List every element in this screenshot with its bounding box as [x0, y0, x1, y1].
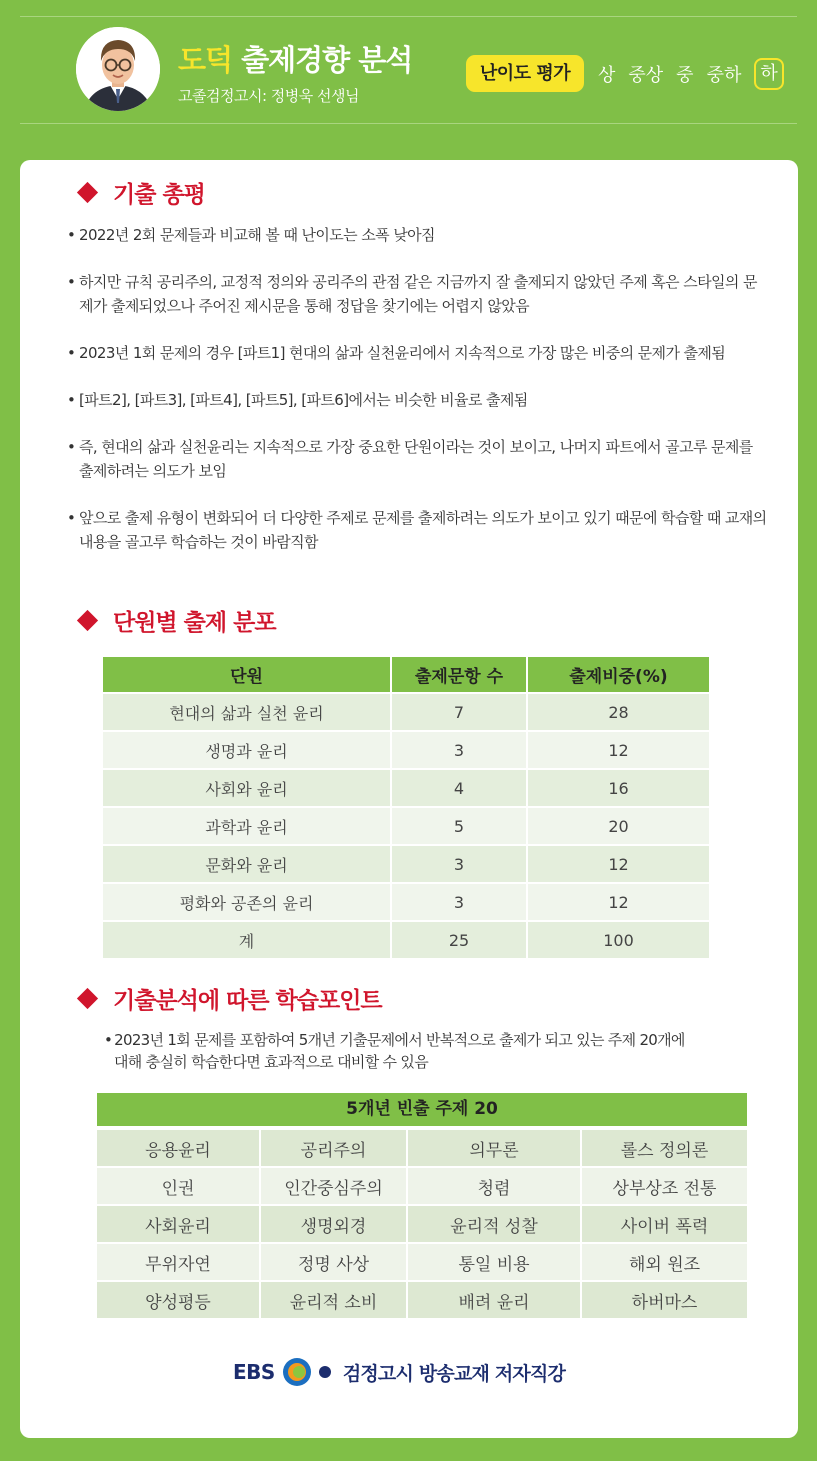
- ebs-logo-text: EBS: [233, 1360, 275, 1384]
- bullet-dot-icon: •: [104, 1031, 113, 1049]
- topic-cell: 상부상조 전통: [582, 1168, 747, 1204]
- count-cell: 4: [392, 770, 528, 806]
- topic-cell: 공리주의: [261, 1130, 408, 1166]
- ratio-cell: 20: [528, 808, 709, 844]
- difficulty-level-mid-high: 중상: [628, 65, 664, 86]
- table-row: [97, 1206, 747, 1242]
- table-row: [103, 846, 709, 882]
- unit-cell: 문화와 윤리: [103, 846, 392, 882]
- topic-cell: 응용윤리: [97, 1130, 261, 1166]
- difficulty-level-mid: 중: [676, 65, 694, 86]
- section-distribution-title: 단원별 출제 분포: [113, 610, 276, 636]
- ratio-cell: 12: [528, 846, 709, 882]
- difficulty-label: 난이도 평가: [466, 55, 584, 92]
- count-cell: 25: [392, 922, 528, 958]
- points-note-line2: 대해 충실히 학습한다면 효과적으로 대비할 수 있음: [114, 1053, 429, 1071]
- table-row: [97, 1244, 747, 1280]
- page-subtitle: 고졸검정고시: 정병욱 선생님: [178, 87, 359, 105]
- difficulty-levels: [598, 58, 784, 90]
- topics-table-title: 5개년 빈출 주제 20: [97, 1093, 747, 1126]
- unit-cell: 사회와 윤리: [103, 770, 392, 806]
- section-summary-heading: [77, 176, 205, 209]
- section-points-title: 기출분석에 따른 학습포인트: [113, 988, 382, 1014]
- ratio-cell: 28: [528, 694, 709, 730]
- header: [0, 0, 817, 140]
- unit-cell: 과학과 윤리: [103, 808, 392, 844]
- unit-cell: 생명과 윤리: [103, 732, 392, 768]
- unit-cell: 계: [103, 922, 392, 958]
- topic-cell: 양성평등: [97, 1282, 261, 1318]
- ebs-logo-icon: [281, 1357, 333, 1387]
- topic-cell: 의무론: [408, 1130, 582, 1166]
- ratio-cell: 12: [528, 732, 709, 768]
- count-cell: 3: [392, 732, 528, 768]
- column-header-ratio: 출제비중(%): [528, 657, 709, 692]
- header-title-block: [178, 38, 412, 106]
- unit-cell: 평화와 공존의 윤리: [103, 884, 392, 920]
- header-bottom-rule: [20, 123, 797, 124]
- topic-cell: 생명외경: [261, 1206, 408, 1242]
- diamond-bullet-icon: [77, 988, 98, 1009]
- difficulty-level-low-selected: 하: [754, 58, 783, 90]
- topic-cell: 무위자연: [97, 1244, 261, 1280]
- topic-cell: 인권: [97, 1168, 261, 1204]
- difficulty-level-high: 상: [598, 65, 616, 86]
- section-points-heading: [77, 982, 382, 1015]
- table-row: [97, 1130, 747, 1166]
- table-row: [103, 808, 709, 844]
- count-cell: 3: [392, 846, 528, 882]
- diamond-bullet-icon: [77, 610, 98, 631]
- count-cell: 3: [392, 884, 528, 920]
- topic-cell: 통일 비용: [408, 1244, 582, 1280]
- table-total-row: [103, 922, 709, 958]
- teacher-portrait-icon: [76, 27, 160, 111]
- topic-cell: 윤리적 성찰: [408, 1206, 582, 1242]
- table-row: [103, 884, 709, 920]
- summary-bullet: • 2023년 1회 문제의 경우 [파트1] 현대의 삶과 실천윤리에서 지속적으로 가장 많은 비중의 문제가 출제됨: [67, 341, 767, 365]
- unit-cell: 현대의 삶과 실천 윤리: [103, 694, 392, 730]
- teacher-avatar: [76, 27, 160, 111]
- count-cell: 5: [392, 808, 528, 844]
- ratio-cell: 12: [528, 884, 709, 920]
- topic-cell: 사이버 폭력: [582, 1206, 747, 1242]
- diamond-bullet-icon: [77, 182, 98, 203]
- footer: [233, 1357, 565, 1387]
- summary-bullet: • [파트2], [파트3], [파트4], [파트5], [파트6]에서는 비슷한 비율로 출제됨: [67, 388, 767, 412]
- table-header-row: [103, 657, 709, 692]
- count-cell: 7: [392, 694, 528, 730]
- summary-bullet: • 즉, 현대의 삶과 실천윤리는 지속적으로 가장 중요한 단원이라는 것이 보이고, 나머지 파트에서 골고루 문제를 출제하려는 의도가 보임: [67, 435, 767, 483]
- topics-table: [97, 1128, 747, 1320]
- summary-bullet: • 2022년 2회 문제들과 비교해 볼 때 난이도는 소폭 낮아짐: [67, 223, 767, 247]
- distribution-table: [103, 655, 709, 960]
- table-row: [97, 1168, 747, 1204]
- header-top-rule: [20, 16, 797, 17]
- points-note-line1: 2023년 1회 문제를 포함하여 5개년 기출문제에서 반복적으로 출제가 되고 있는 주제 20개에: [114, 1031, 685, 1049]
- footer-text: 검정고시 방송교재 저자직강: [342, 1362, 566, 1385]
- topic-cell: 정명 사상: [261, 1244, 408, 1280]
- ratio-cell: 100: [528, 922, 709, 958]
- page-title: [178, 38, 412, 79]
- summary-bullet: • 앞으로 출제 유형이 변화되어 더 다양한 주제로 문제를 출제하려는 의도가 보이고 있기 때문에 학습할 때 교재의 내용을 골고루 학습하는 것이 바람직함: [67, 506, 767, 554]
- topic-cell: 하버마스: [582, 1282, 747, 1318]
- ratio-cell: 16: [528, 770, 709, 806]
- section-summary-title: 기출 총평: [113, 182, 205, 208]
- difficulty-level-mid-low: 중하: [706, 65, 742, 86]
- points-note: [104, 1029, 754, 1073]
- table-row: [103, 694, 709, 730]
- summary-bullet: • 하지만 규칙 공리주의, 교정적 정의와 공리주의 관점 같은 지금까지 잘 출제되지 않았던 주제 혹은 스타일의 문제가 출제되었으나 주어진 제시문을 통해 정답을 찾기에는 어렵지 않았음: [67, 270, 767, 318]
- page-title-subject: 도덕: [178, 43, 233, 77]
- topic-cell: 해외 원조: [582, 1244, 747, 1280]
- topic-cell: 청렴: [408, 1168, 582, 1204]
- column-header-count: 출제문항 수: [392, 657, 528, 692]
- topic-cell: 윤리적 소비: [261, 1282, 408, 1318]
- table-row: [103, 732, 709, 768]
- page-title-rest: 출제경향 분석: [232, 43, 413, 77]
- topic-cell: 롤스 정의론: [582, 1130, 747, 1166]
- table-row: [103, 770, 709, 806]
- table-row: [97, 1282, 747, 1318]
- topic-cell: 인간중심주의: [261, 1168, 408, 1204]
- column-header-unit: 단원: [103, 657, 392, 692]
- summary-bullet-list: [67, 223, 767, 577]
- topic-cell: 배려 윤리: [408, 1282, 582, 1318]
- topic-cell: 사회윤리: [97, 1206, 261, 1242]
- section-distribution-heading: [77, 604, 276, 637]
